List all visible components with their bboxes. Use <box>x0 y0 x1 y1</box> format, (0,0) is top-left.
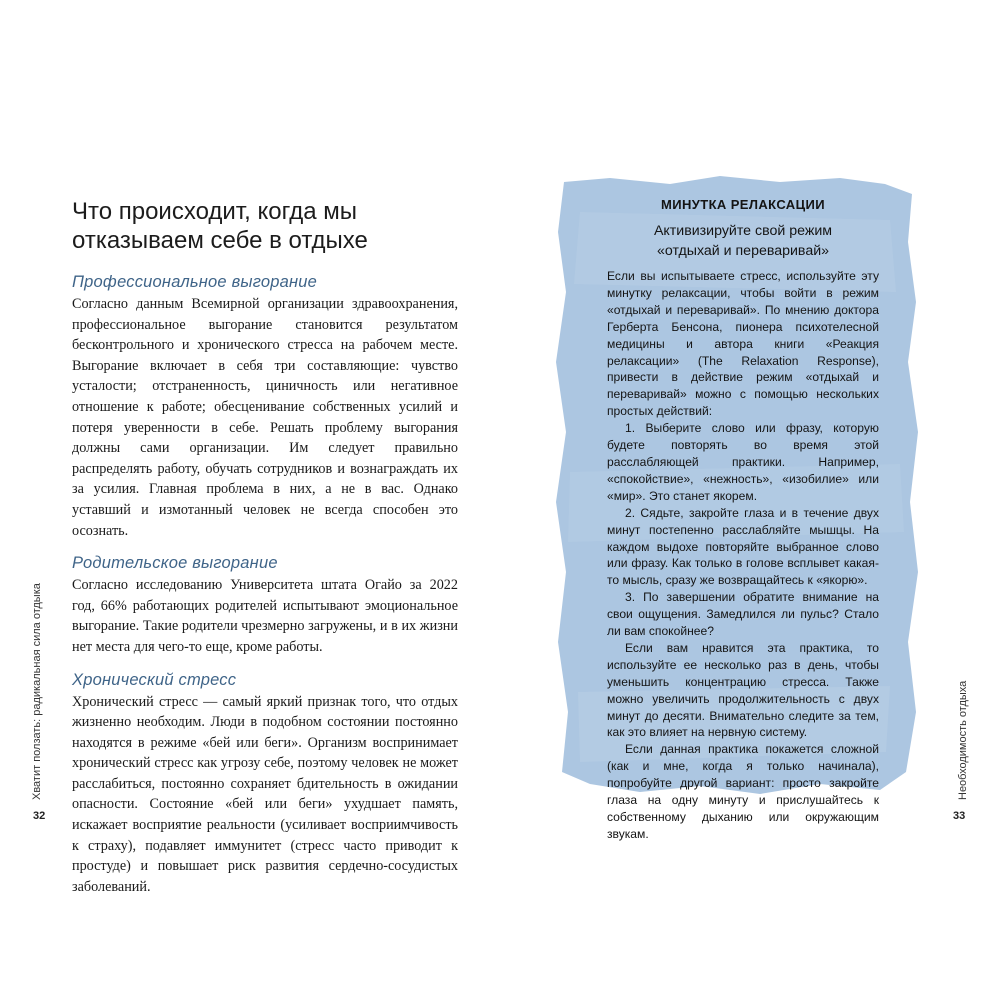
sidebar-title-line-1: Активизируйте свой режим <box>653 223 833 239</box>
sidebar-step-2: 2. Сядьте, закройте глаза и в течение двух минут постепенно расслабляйте мышцы. На каждом выдохе повторяйте выбранное слово или фразу. Как только в голове всплывет какая-то мысль, сразу же возвращайтесь к «якорю». <box>607 505 879 588</box>
article-body <box>72 270 458 907</box>
sidebar-label: МИНУТКА РЕЛАКСАЦИИ <box>661 197 825 212</box>
running-head-right: Необходимость отдыха <box>957 680 969 800</box>
sidebar-intro: Если вы испытываете стресс, используйте эту минутку релаксации, чтобы войти в режим «отдыхай и переваривай». По мнению доктора Герберта Бенсона, пионера психотелесной медицины и автора книги «Реакция релаксации» (The Relaxation Response), привести в действие режим «отдыхай и переваривай» можно с помощью нескольких простых действий: <box>607 269 879 419</box>
sidebar-advice-2: Если данная практика покажется сложной (как и мне, когда я только начинала), попробуйте другой вариант: просто закройте глаза на одну минуту и прислушайтесь к собственному дыханию или окружающим звукам. <box>607 742 879 841</box>
running-head-left: Хватит ползать: радикальная сила отдыка <box>31 583 43 800</box>
section-body-professional-burnout: Согласно данным Всемирной организации здравоохранения, профессиональное выгорание становится результатом бесконтрольного и хронического стресса на рабочем месте. Выгорание включает в себя три составляющие: чувство усталости; отстраненность, циничность или негативное отношение к работе; обесценивание собственных усилий и потеря уверенности в себе. Решать проблему выгорания должны сами организации. Им следует правильно распределять работу, обучать сотрудников и вознаграждать их за усилия. Главная проблема в них, а не в вас. Однако уставший и измотанный человек не всегда способен это осознать. <box>72 296 458 539</box>
page-heading: Что происходит, когда мы отказываем себе в отдыхе <box>72 198 368 254</box>
relaxation-sidebar <box>607 196 879 843</box>
page-number-right: 33 <box>953 810 966 822</box>
sidebar-title <box>607 221 879 261</box>
section-title-chronic-stress: Хронический стресс <box>72 670 237 689</box>
section-body-chronic-stress: Хронический стресс — самый яркий признак того, что отдых жизненно необходим. Люди в подобном состоянии постоянно находятся в режиме «бей или беги». Организм воспринимает хронический стресс как угрозу себе, поэтому человек не может расслабиться, постоянно сохраняет бдительность в ожидании опасности. Состояние «бей или беги» ухудшает память, искажает восприятие реальности (усиливает восприимчивость к страху), подавляет иммунитет (стресс часто приводит к простуде) и повышает риск развития сердечно-сосудистых заболеваний. <box>72 693 458 895</box>
section-title-parental-burnout: Родительское выгорание <box>72 554 278 573</box>
section-title-professional-burnout: Профессиональное выгорание <box>72 273 318 291</box>
page-number-left: 32 <box>33 810 46 822</box>
sidebar-step-1: 1. Выберите слово или фразу, которую будете повторять во время этой расслабляющей практики. Например, «спокойствие», «нежность», «изобилие» или «мир». Это станет якорем. <box>607 421 879 503</box>
section-body-parental-burnout: Согласно исследованию Университета штата Огайо за 2022 год, 66% работающих родителей испытывают эмоциональное выгорание. Такие родители чрезмерно загружены, и в их жизни нет места для чего-то еще, кроме работы. <box>72 577 458 655</box>
sidebar-title-line-2: «отдыхай и переваривай» <box>656 243 830 259</box>
sidebar-step-3: 3. По завершении обратите внимание на свои ощущения. Замедлился ли пульс? Стало ли вам спокойнее? <box>607 590 879 639</box>
sidebar-advice-1: Если вам нравится эта практика, то используйте ее несколько раз в день, чтобы уменьшить концентрацию стресса. Также можно увеличить продолжительность с двух минут до десяти. Внимательно следите за тем, как это влияет на нервную систему. <box>607 640 879 740</box>
